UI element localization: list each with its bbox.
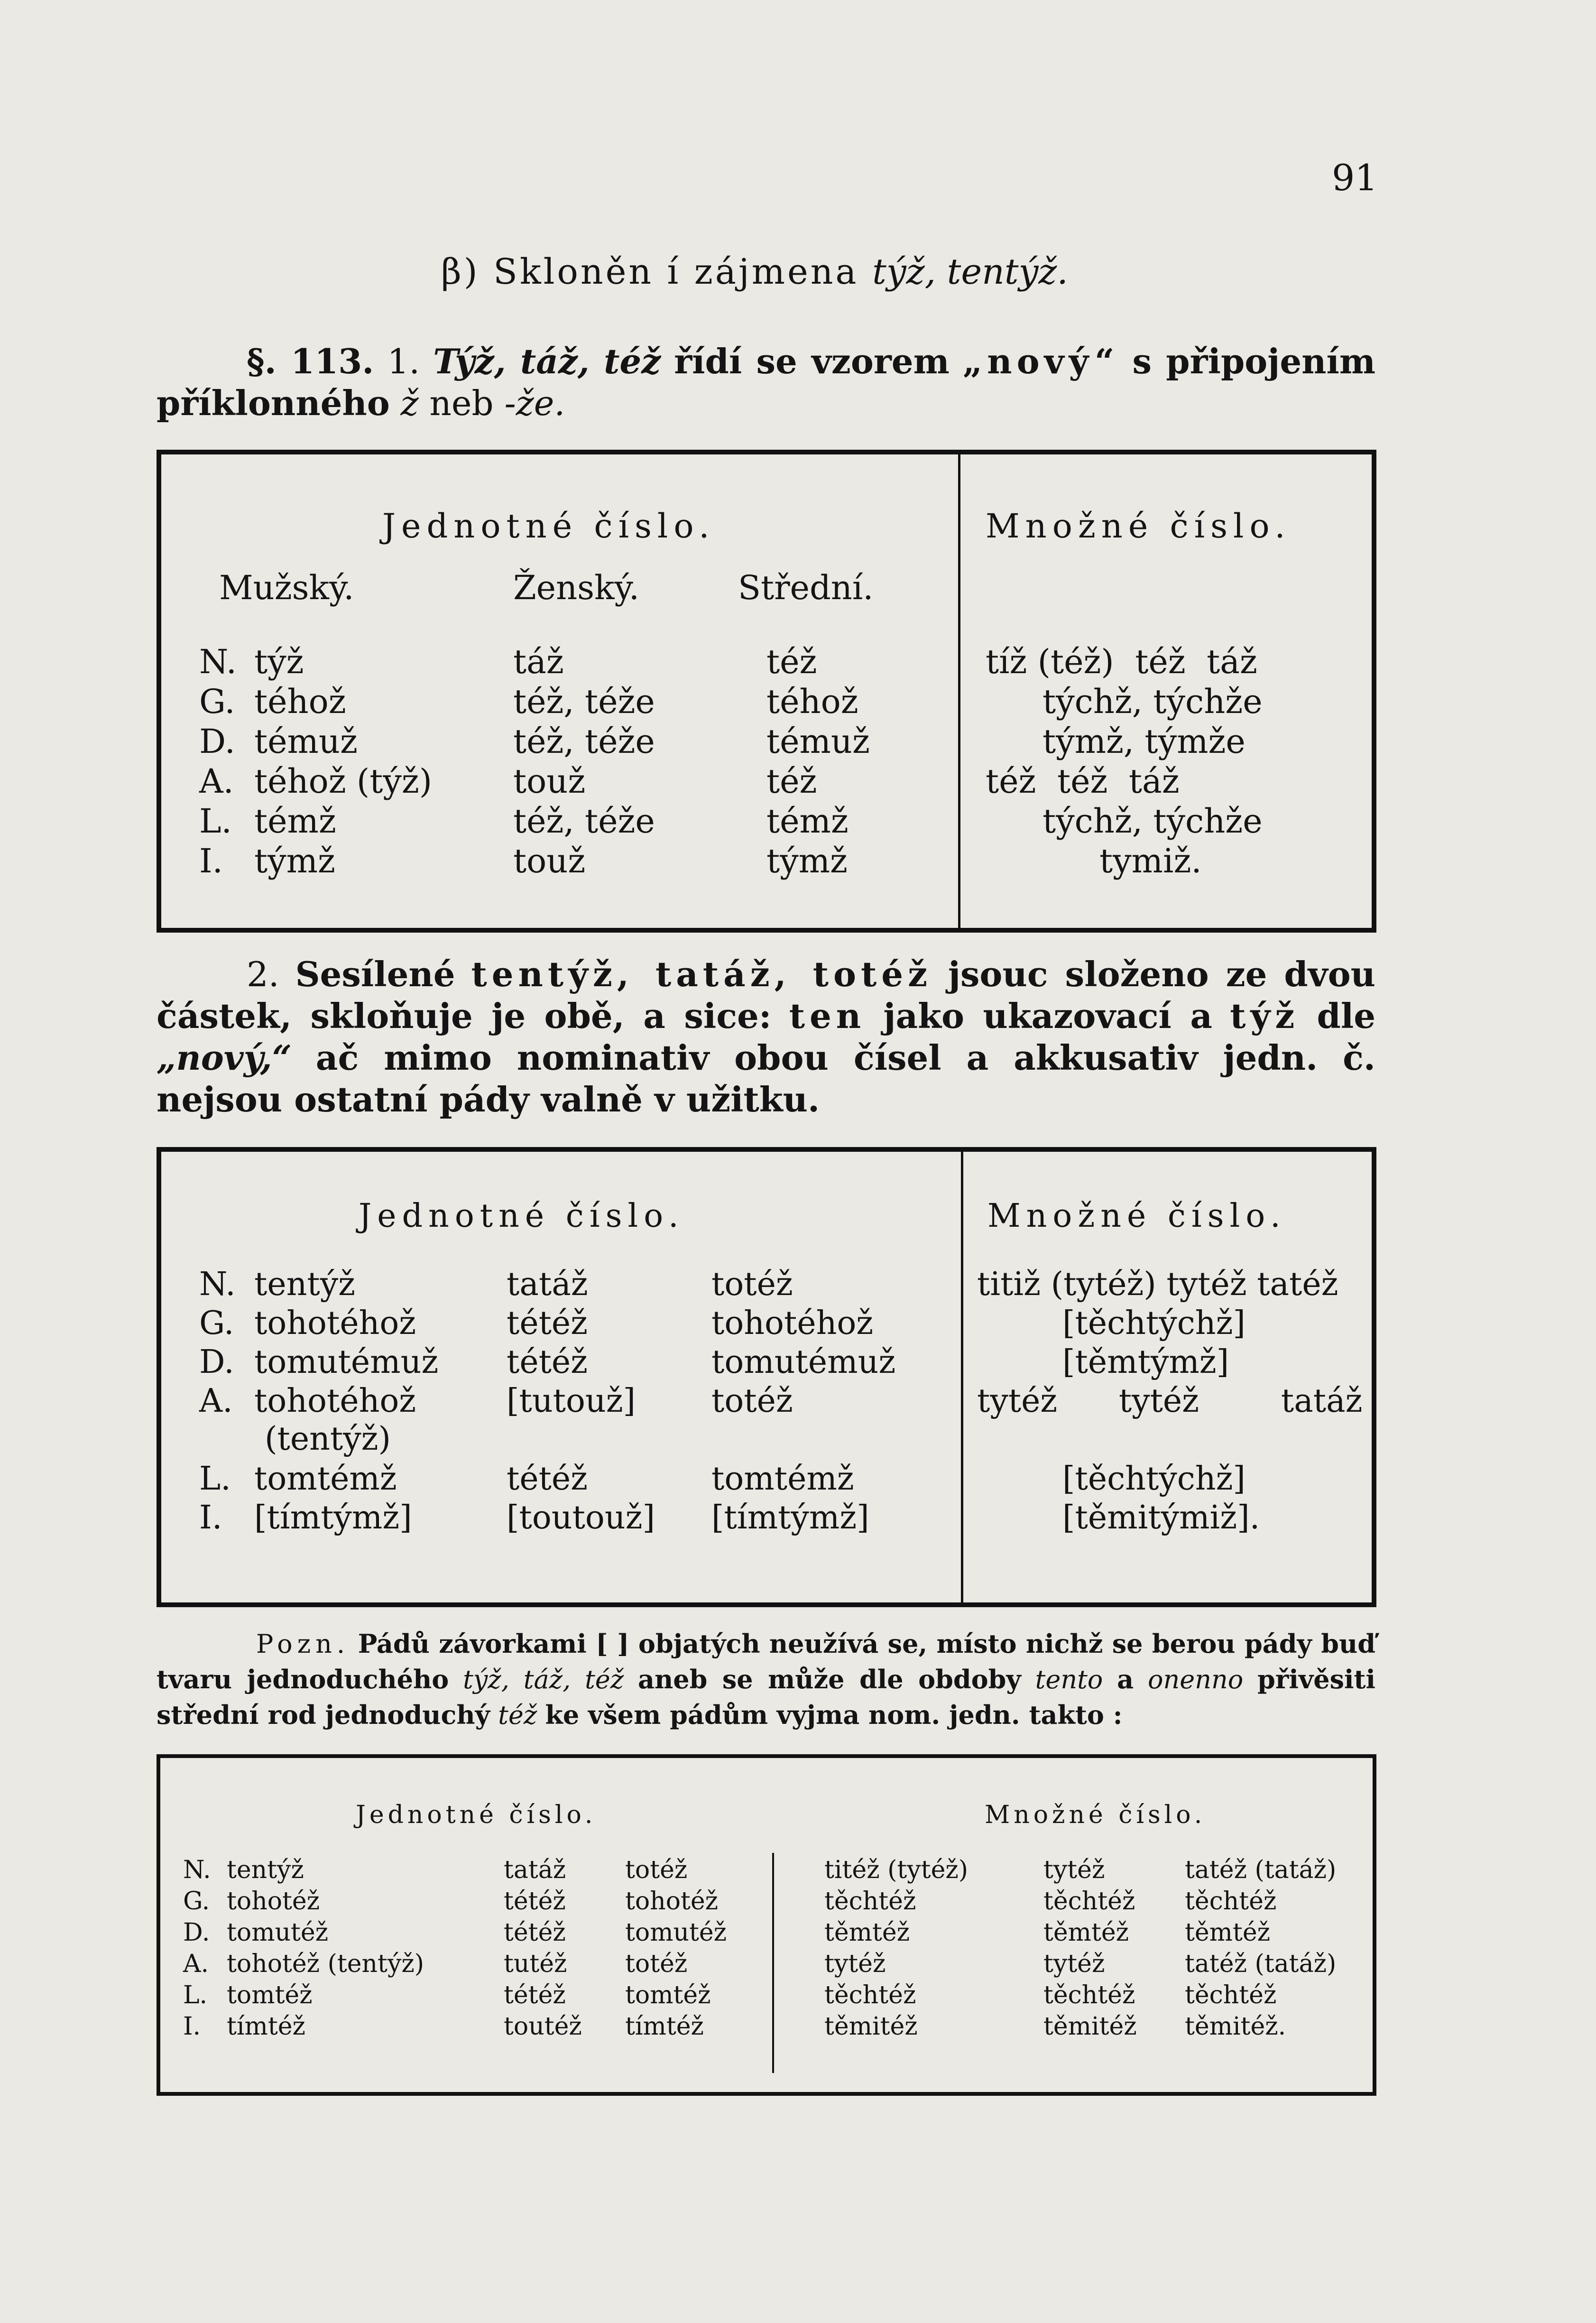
- row-plural-f: těmitéž: [1043, 2012, 1137, 2041]
- row-plural: tíž (též) též táž: [986, 642, 1257, 681]
- row-plural-n: těchtéž: [1185, 1887, 1277, 1916]
- row-feminine: touž: [513, 842, 586, 880]
- row-case: N.: [183, 1856, 211, 1884]
- suffix-ze: -že.: [504, 383, 565, 423]
- row-masculine: tentýž: [254, 1266, 355, 1303]
- row-case: I.: [199, 1499, 222, 1536]
- heading-italic: týž, tentýž.: [872, 251, 1068, 292]
- row-case: N.: [199, 1266, 236, 1303]
- row-masculine: tohotéhož: [254, 1305, 416, 1342]
- row-feminine: tutéž: [504, 1950, 567, 1978]
- section-number: §. 113.: [247, 341, 374, 381]
- header-plural: Množné číslo.: [987, 1197, 1286, 1235]
- col-masculine: Mužský.: [219, 568, 354, 607]
- row-feminine: tétéž: [504, 1887, 566, 1916]
- row-plural: titiž (tytéž) tytéž tatéž: [977, 1266, 1338, 1303]
- word-onenno: onenno: [1148, 1665, 1244, 1694]
- row-plural-n: těmtéž: [1185, 1918, 1271, 1947]
- row-case: L.: [199, 1460, 231, 1498]
- row-feminine: [tutouž]: [507, 1382, 636, 1420]
- text-run: Pádů závorkami [ ] objatých neužívá se, místo nichž se berou pády buď tvaru jednoduchého: [157, 1629, 1375, 1694]
- declension-table-alternative: [157, 1754, 1376, 2096]
- row-masculine: tomutémuž: [254, 1343, 439, 1381]
- text-run: řídí se vzorem: [674, 341, 950, 381]
- text-run: aneb se může dle obdoby: [638, 1664, 1021, 1694]
- row-masculine: téhož: [254, 682, 346, 721]
- row-case: D.: [199, 722, 235, 761]
- row-masculine-alt: (tentýž): [265, 1420, 391, 1458]
- word-tento: tento: [1035, 1665, 1103, 1694]
- text-run: jako ukazovací a: [883, 996, 1212, 1036]
- row-neuter: tomutémuž: [711, 1343, 896, 1381]
- row-neuter: totéž: [625, 1950, 688, 1978]
- text-run: a: [1117, 1664, 1134, 1694]
- row-feminine: [toutouž]: [507, 1499, 655, 1536]
- declension-table-tentyz: [157, 1147, 1376, 1607]
- row-masculine: tohotéhož: [254, 1382, 416, 1420]
- row-plural: týchž, týchže: [1042, 802, 1263, 841]
- text-run: neb: [429, 383, 494, 423]
- header-singular: Jednotné číslo.: [359, 1197, 684, 1235]
- row-masculine: tohotéž (tentýž): [227, 1950, 424, 1978]
- row-neuter: též: [766, 642, 817, 681]
- footnote: [157, 1626, 1375, 1733]
- row-feminine: toutéž: [504, 2012, 582, 2041]
- paragraph-113-2: [157, 953, 1375, 1120]
- column-divider: [958, 454, 960, 928]
- row-plural-m: tytéž: [824, 1950, 886, 1978]
- note-label: Pozn.: [256, 1629, 350, 1659]
- row-plural: tymiž.: [1099, 842, 1202, 880]
- model-word: „nový“: [962, 341, 1119, 381]
- row-feminine: tétéž: [504, 1981, 566, 2009]
- col-neuter: Střední.: [738, 568, 874, 607]
- row-case: I.: [183, 2012, 201, 2041]
- row-masculine: tentýž: [227, 1856, 304, 1884]
- row-masculine: tohotéž: [227, 1887, 320, 1916]
- header-plural: Množné číslo.: [985, 1801, 1206, 1829]
- row-plural: týmž, týmže: [1042, 722, 1245, 761]
- row-masculine: týmž: [254, 842, 335, 880]
- row-feminine: tétéž: [504, 1918, 566, 1947]
- row-neuter: totéž: [625, 1856, 688, 1884]
- row-case: A.: [199, 762, 234, 801]
- row-plural-m: titéž (tytéž): [824, 1856, 969, 1884]
- row-case: G.: [199, 682, 235, 721]
- row-plural: týchž, týchže: [1042, 682, 1263, 721]
- row-masculine: týž: [254, 642, 304, 681]
- item-number: 1.: [387, 342, 420, 381]
- text-run: přivěsiti střední rod jednoduchý: [157, 1664, 1375, 1730]
- pronoun-forms: týž, táž, též: [463, 1665, 624, 1694]
- row-case: I.: [199, 842, 223, 880]
- declension-table-tyz: [157, 450, 1376, 933]
- row-neuter: tohotéhož: [711, 1305, 874, 1342]
- row-plural: [těmitýmiž].: [1062, 1499, 1260, 1536]
- row-neuter: týmž: [766, 842, 848, 880]
- section-heading: [441, 251, 1068, 292]
- row-case: G.: [183, 1887, 210, 1916]
- row-neuter: [tímtýmž]: [711, 1499, 869, 1536]
- row-masculine: tomutéž: [227, 1918, 329, 1947]
- header-plural: Množné číslo.: [986, 507, 1291, 546]
- row-neuter: totéž: [711, 1266, 793, 1303]
- row-case: A.: [183, 1950, 209, 1978]
- text-run: ke všem pádům vyjma nom. jedn. takto :: [545, 1700, 1123, 1730]
- col-feminine: Ženský.: [513, 568, 639, 607]
- row-masculine: [tímtýmž]: [254, 1499, 412, 1536]
- row-plural-n: tatéž (tatáž): [1185, 1950, 1337, 1978]
- row-masculine: témž: [254, 802, 336, 841]
- word-ten: ten: [789, 996, 866, 1036]
- row-neuter: tohotéž: [625, 1887, 719, 1916]
- row-plural: [těchtýchž]: [1062, 1460, 1245, 1498]
- header-singular: Jednotné číslo.: [356, 1801, 597, 1829]
- row-feminine: tétéž: [507, 1343, 588, 1381]
- word-tez: též: [498, 1700, 537, 1730]
- row-plural: [těmtýmž]: [1062, 1343, 1229, 1381]
- row-neuter: tomutéž: [625, 1918, 727, 1947]
- pronoun-forms: Týž, táž, též: [433, 341, 661, 381]
- row-feminine: též, téže: [513, 802, 655, 841]
- suffix-z: ž: [400, 383, 419, 423]
- column-divider: [961, 1152, 963, 1602]
- heading-prefix: β) Skloněn í zájmena: [441, 251, 859, 292]
- column-divider: [772, 1853, 774, 2073]
- row-plural: tytéž tytéž tatáž: [977, 1382, 1363, 1420]
- row-case: D.: [183, 1918, 210, 1947]
- row-plural-f: těmtéž: [1043, 1918, 1129, 1947]
- row-plural: též též táž: [986, 762, 1180, 801]
- word-tyz: týž: [1230, 996, 1300, 1036]
- row-feminine: tatáž: [504, 1856, 566, 1884]
- row-case: L.: [199, 802, 232, 841]
- row-plural-n: těchtéž: [1185, 1981, 1277, 2009]
- row-case: N.: [199, 642, 237, 681]
- compound-forms: tentýž, tatáž, totéž: [471, 954, 932, 994]
- row-feminine: též, téže: [513, 682, 655, 721]
- row-neuter: témuž: [766, 722, 870, 761]
- row-plural-f: těchtéž: [1043, 1887, 1135, 1916]
- row-neuter: též: [766, 762, 817, 801]
- text-run: dle: [1317, 996, 1376, 1036]
- row-masculine: tomtémž: [254, 1460, 397, 1498]
- row-plural-n: těmitéž.: [1185, 2012, 1286, 2041]
- row-feminine: tétéž: [507, 1305, 588, 1342]
- row-plural-m: těmitéž: [824, 2012, 918, 2041]
- row-plural-m: těmtéž: [824, 1918, 910, 1947]
- row-case: L.: [183, 1981, 208, 2009]
- row-plural: [těchtýchž]: [1062, 1305, 1245, 1342]
- row-plural-f: tytéž: [1043, 1856, 1105, 1884]
- row-neuter: tímtéž: [625, 2012, 704, 2041]
- item-number: 2.: [247, 954, 279, 994]
- row-case: A.: [199, 1382, 233, 1420]
- row-feminine: tétéž: [507, 1460, 588, 1498]
- row-plural-f: tytéž: [1043, 1950, 1105, 1978]
- row-feminine: též, téže: [513, 722, 655, 761]
- paragraph-113-1: [157, 341, 1375, 424]
- text-run: jsouc složeno ze dvou částek, skloňuje je obě, a sice:: [157, 954, 1375, 1036]
- text-run: Sesílené: [295, 954, 455, 994]
- row-plural-f: těchtéž: [1043, 1981, 1135, 2009]
- row-case: D.: [199, 1343, 234, 1381]
- row-plural-m: těchtéž: [824, 1981, 916, 2009]
- row-masculine: tímtéž: [227, 2012, 305, 2041]
- row-neuter: témž: [766, 802, 849, 841]
- row-masculine: téhož (týž): [254, 762, 433, 801]
- text-run: s připojením příklonného: [157, 341, 1376, 423]
- row-neuter: tomtéž: [625, 1981, 711, 2009]
- row-feminine: táž: [513, 642, 564, 681]
- model-word: „nový,“: [157, 1037, 292, 1078]
- page-number: 91: [1332, 157, 1378, 199]
- header-singular: Jednotné číslo.: [382, 507, 715, 546]
- row-masculine: tomtéž: [227, 1981, 313, 2009]
- row-plural-n: tatéž (tatáž): [1185, 1856, 1337, 1884]
- row-feminine: touž: [513, 762, 586, 801]
- row-plural-m: těchtéž: [824, 1887, 916, 1916]
- row-neuter: téhož: [766, 682, 858, 721]
- text-run: ač mimo nominativ obou čísel a akkusativ jedn. č. nejsou ostatní pády valně v užitku.: [157, 1037, 1375, 1120]
- row-masculine: témuž: [254, 722, 358, 761]
- row-feminine: tatáž: [507, 1266, 588, 1303]
- row-neuter: totéž: [711, 1382, 793, 1420]
- row-case: G.: [199, 1305, 234, 1342]
- row-neuter: tomtémž: [711, 1460, 854, 1498]
